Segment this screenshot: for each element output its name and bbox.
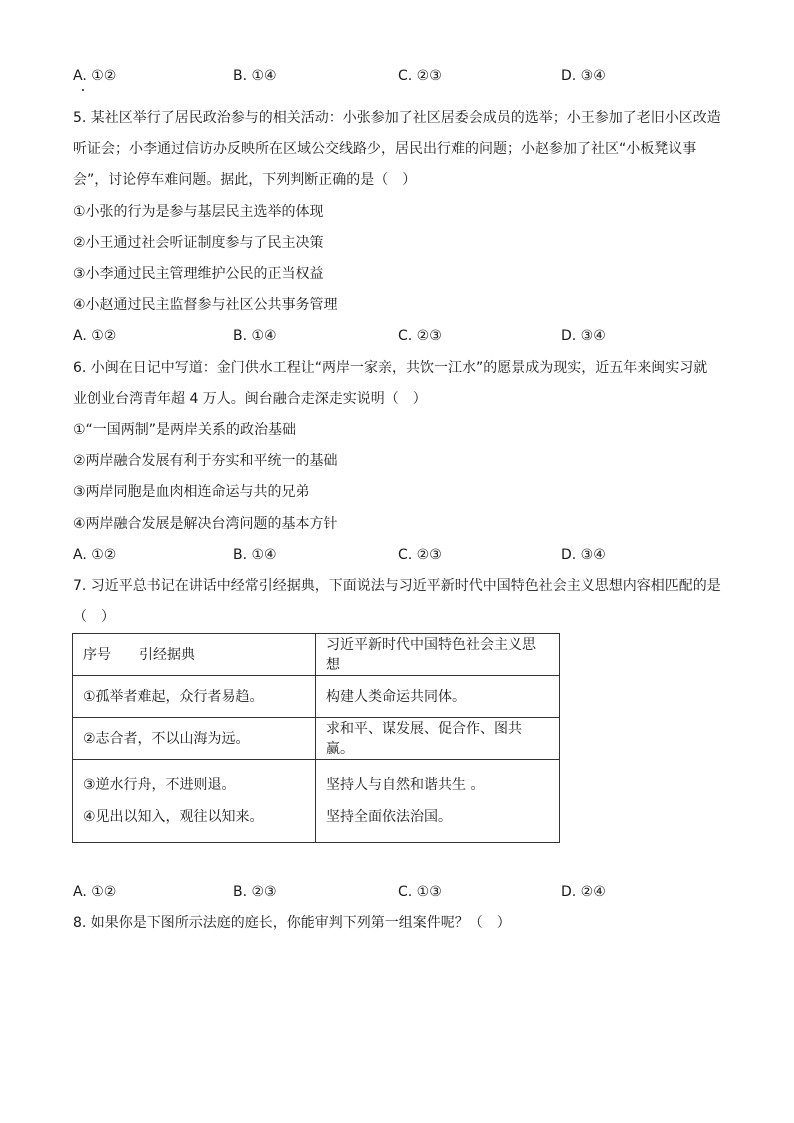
q5-statement-1: ①小张的行为是参与基层民主选举的体现 <box>73 204 324 220</box>
q4-option-d[interactable]: D. ③④ <box>561 68 606 84</box>
q6-statement-1: ①“一国两制”是两岸关系的政治基础 <box>73 422 297 438</box>
q6-statement-3: ③两岸同胞是血肉相连命运与共的兄弟 <box>73 484 310 500</box>
table-cell <box>73 760 316 843</box>
q5-statement-2: ②小王通过社会听证制度参与了民主决策 <box>73 235 324 251</box>
q5-options <box>73 326 753 346</box>
table-cell-line: ④见出以知入，观往以知来。 <box>83 809 264 825</box>
q7-stem-line-1: 7. 习近平总书记在讲话中经常引经据典，下面说法与习近平新时代中国特色社会主义思想内容相匹配的是 <box>73 578 721 594</box>
table-cell: ②志合者，不以山海为远。 <box>73 718 316 760</box>
q6-stem-line-2: 业创业台湾青年超 4 万人。闽台融合走深走实说明（ ） <box>73 391 427 407</box>
table-row <box>73 760 560 843</box>
q6-stem-line-1: 6. 小闽在日记中写道：金门供水工程让“两岸一家亲，共饮一江水”的愿景成为现实，近五年来闽实习就 <box>73 360 708 376</box>
q4-option-b[interactable]: B. ①④ <box>233 68 277 84</box>
table-row <box>73 676 560 718</box>
q5-stem-line-2: 听证会；小李通过信访办反映所在区域公交线路少，居民出行难的问题；小赵参加了社区“小板凳议事 <box>73 141 697 157</box>
table-cell: 求和平、谋发展、促合作、图共赢。 <box>316 718 560 760</box>
q5-statement-4: ④小赵通过民主监督参与社区公共事务管理 <box>73 297 338 313</box>
table-cell-line: ③逆水行舟，不进则退。 <box>83 777 236 793</box>
q7-option-d[interactable]: D. ②④ <box>561 884 606 900</box>
q6-option-a[interactable]: A. ①② <box>73 547 117 563</box>
q4-option-c[interactable]: C. ②③ <box>398 68 442 84</box>
q6-statement-4: ④两岸融合发展是解决台湾问题的基本方针 <box>73 516 338 532</box>
q5-stem-line-1: 5. 某社区举行了居民政治参与的相关活动：小张参加了社区居委会成员的选举；小王参加了老旧小区改造 <box>73 110 721 126</box>
q8-stem-line-1: 8. 如果你是下图所示法庭的庭长，你能审判下列第一组案件呢？（ ） <box>73 915 511 931</box>
table-row <box>73 718 560 760</box>
q6-option-d[interactable]: D. ③④ <box>561 547 606 563</box>
q4-options <box>73 66 753 86</box>
table-cell: ①孤举者难起，众行者易趋。 <box>73 676 316 718</box>
q6-option-c[interactable]: C. ②③ <box>398 547 442 563</box>
table-header-cell: 序号 引经据典 <box>73 634 316 676</box>
q5-statement-3: ③小李通过民主管理维护公民的正当权益 <box>73 266 324 282</box>
table-header-row <box>73 634 560 676</box>
stray-dot <box>82 89 84 91</box>
q4-option-a[interactable]: A. ①② <box>73 68 117 84</box>
table-cell-line: 坚持人与自然和谐共生 。 <box>326 777 485 793</box>
q6-statement-2: ②两岸融合发展有利于夯实和平统一的基础 <box>73 453 338 469</box>
q7-options <box>73 882 753 902</box>
q7-option-a[interactable]: A. ①② <box>73 884 117 900</box>
q6-options <box>73 545 753 565</box>
q5-option-b[interactable]: B. ①④ <box>233 328 277 344</box>
table-cell: 构建人类命运共同体。 <box>316 676 560 718</box>
table-cell-line: 坚持全面依法治国。 <box>326 809 452 825</box>
q5-option-c[interactable]: C. ②③ <box>398 328 442 344</box>
q5-stem-line-3: 会”，讨论停车难问题。据此，下列判断正确的是（ ） <box>73 172 417 188</box>
q7-option-b[interactable]: B. ②③ <box>233 884 277 900</box>
q5-option-d[interactable]: D. ③④ <box>561 328 606 344</box>
q5-option-a[interactable]: A. ①② <box>73 328 117 344</box>
table-cell <box>316 760 560 843</box>
q7-stem-line-2: （ ） <box>73 609 115 625</box>
q7-option-c[interactable]: C. ①③ <box>398 884 442 900</box>
quote-table <box>72 633 560 843</box>
q6-option-b[interactable]: B. ①④ <box>233 547 277 563</box>
table-header-cell: 习近平新时代中国特色社会主义思想 <box>316 634 560 676</box>
